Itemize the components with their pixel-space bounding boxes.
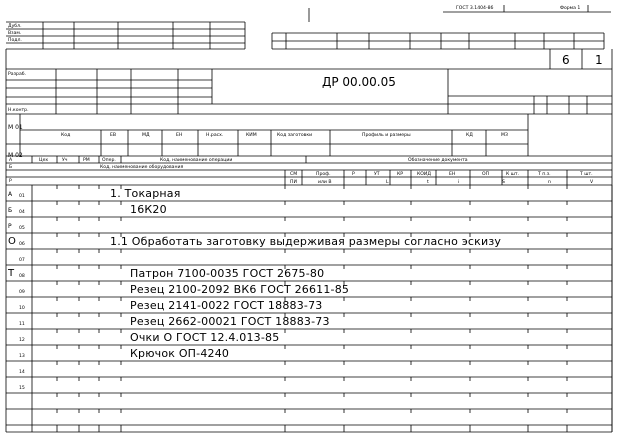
m01-header-mz: МЗ	[501, 133, 508, 138]
sheet-number: 1	[595, 53, 603, 67]
row-text: Очки О ГОСТ 12.4.013-85	[130, 331, 280, 344]
hdr-b-sm: СМ	[290, 172, 298, 177]
hdr-p-v: V	[590, 180, 594, 185]
hdr-a-rm: РМ	[83, 158, 90, 163]
operation-rows	[7, 187, 501, 391]
m01-header-profil: Профиль и размеры	[362, 133, 411, 138]
hdr-p-i: i	[458, 180, 460, 185]
row-number: 13	[19, 354, 25, 359]
hdr-b-t-sht: Т шт.	[580, 172, 593, 177]
row-text: Резец 2141-0022 ГОСТ 18883-73	[130, 299, 323, 312]
m01-header-kod-zagotovki: Код заготовки	[277, 133, 313, 138]
hdr-p-pi: ПИ	[290, 180, 297, 185]
label-razrab: Разраб.	[8, 72, 27, 77]
m01-header-kod: Код	[61, 133, 71, 138]
row-text: 1. Токарная	[110, 187, 181, 200]
row-number: 05	[19, 226, 25, 231]
label-vzam: Взам.	[8, 31, 22, 36]
hdr-a-oboznachenie: Обозначение документа	[408, 158, 468, 163]
m01-header-md: МД	[142, 133, 150, 138]
hdr-a-uch: Уч	[62, 158, 68, 163]
hdr-p-marker: Р	[9, 179, 12, 184]
sheets-total: 6	[562, 53, 570, 67]
hdr-p-ili-v: или В	[318, 180, 332, 185]
marker-m02: М 02	[8, 152, 23, 159]
hdr-p-l: L	[386, 180, 389, 185]
row-prefix: А	[8, 191, 13, 198]
form-standard: ГОСТ 3.1404-86	[456, 6, 494, 11]
hdr-a-kod-operacii: Код, наименование операции	[160, 158, 233, 163]
form-label: Форма 1	[560, 6, 581, 11]
row-number: 08	[19, 274, 25, 279]
label-nkontr: Н.контр.	[8, 108, 29, 113]
hdr-b-en: ЕН	[449, 172, 456, 177]
row-number: 15	[19, 386, 25, 391]
hdr-b-k-sht: К шт.	[506, 172, 520, 177]
m01-header-kd: КД	[466, 133, 473, 138]
hdr-a-marker: А	[9, 158, 13, 163]
hdr-p-t: t	[427, 180, 429, 185]
hdr-a-ceh: Цех	[39, 158, 49, 163]
row-prefix: О	[8, 236, 16, 247]
row-number: 09	[19, 290, 25, 295]
hdr-p-n: n	[548, 180, 551, 185]
hdr-b-r: Р	[352, 172, 355, 177]
row-text: Резец 2100-2092 ВК6 ГОСТ 26611-85	[130, 283, 350, 296]
row-text: 1.1 Обработать заготовку выдерживая размеры согласно эскизу	[110, 235, 502, 248]
row-number: 06	[19, 242, 25, 247]
row-number: 11	[19, 322, 25, 327]
hdr-b-prof: Проф.	[316, 172, 331, 177]
label-dubl: Дубл.	[8, 24, 22, 29]
row-number: 14	[19, 370, 25, 375]
hdr-b-koid: КОИД	[417, 172, 431, 177]
hdr-b-marker: Б	[9, 165, 13, 170]
hdr-a-oper: Опер.	[102, 158, 116, 163]
hdr-b-oborudovanie: Код, наименование оборудования	[100, 165, 184, 170]
row-number: 04	[19, 210, 25, 215]
hdr-b-t-pz: Т п.з.	[538, 172, 551, 177]
row-text: 16К20	[130, 203, 167, 216]
row-text: Патрон 7100-0035 ГОСТ 2675-80	[130, 267, 325, 280]
row-number: 01	[19, 194, 25, 199]
row-number: 07	[19, 258, 25, 263]
hdr-b-op: ОП	[482, 172, 490, 177]
row-prefix: Р	[8, 223, 12, 230]
hdr-p-s: S	[502, 180, 505, 185]
grid-lines	[6, 5, 612, 432]
label-podl: Подл.	[8, 38, 22, 43]
m01-header-ev: ЕВ	[110, 133, 117, 138]
hdr-b-ut: УТ	[374, 172, 380, 177]
m01-header-nrash: Н.расх.	[206, 133, 224, 138]
row-prefix: Т	[8, 268, 15, 279]
row-text: Резец 2662-00021 ГОСТ 18883-73	[130, 315, 330, 328]
row-number: 12	[19, 338, 25, 343]
marker-m01: М 01	[8, 124, 23, 131]
row-number: 10	[19, 306, 25, 311]
m01-header-en: ЕН	[176, 133, 183, 138]
hdr-b-kr: КР	[397, 172, 404, 177]
document-code: ДР 00.00.05	[322, 75, 396, 89]
row-text: Крючок ОП-4240	[130, 347, 230, 360]
m01-header-kim: КИМ	[246, 133, 257, 138]
row-prefix: Б	[8, 207, 13, 214]
